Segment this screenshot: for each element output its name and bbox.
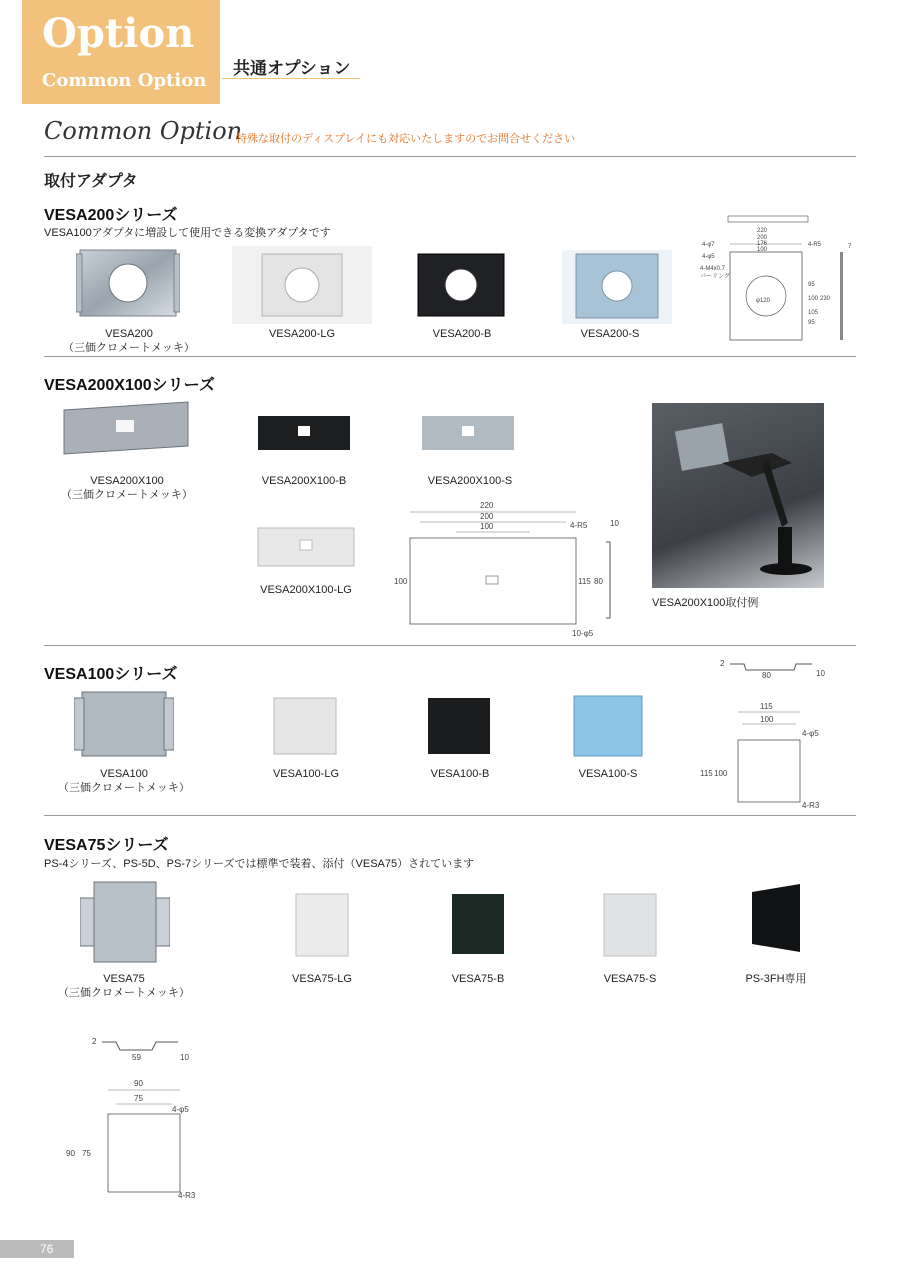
dim: 105: [808, 310, 819, 316]
dim: 220: [480, 501, 494, 510]
item-label: VESA100-LG: [272, 768, 340, 780]
dim: 80: [762, 671, 771, 680]
dim: 95: [808, 282, 815, 288]
dim: 4-φ7: [702, 242, 715, 248]
header-subtitle: Common Option: [42, 70, 207, 91]
dim: 115: [700, 769, 713, 778]
item-label: VESA75-S: [603, 973, 657, 985]
vesa75-lg-photo: [286, 892, 358, 958]
vesa200x100-example: [652, 596, 824, 610]
header-title: Option: [42, 10, 195, 57]
vesa200x100-b-item: [234, 474, 374, 488]
dim: 100: [760, 715, 774, 724]
dim: φ120: [756, 298, 770, 304]
dim: 100: [808, 296, 819, 302]
vesa100-s-photo: [568, 694, 648, 760]
ps3fh-item: [706, 972, 846, 986]
vesa100-b-photo: [422, 696, 496, 756]
item-label: VESA100-S: [578, 768, 638, 780]
vesa200x100-b-photo: [256, 412, 352, 454]
dim: 10: [180, 1053, 189, 1062]
vesa200-title: VESA200シリーズ: [44, 207, 178, 224]
item-label: VESA75-LG: [292, 973, 352, 985]
vesa200x100-lg-photo: [256, 524, 356, 570]
vesa75-side-drawing: [88, 1030, 192, 1064]
item-sub: （三価クロメートメッキ）: [58, 987, 190, 999]
common-option-title: Common Option: [44, 117, 243, 145]
vesa75-b-item: [408, 972, 548, 986]
dim: 80: [594, 577, 603, 586]
dim: 4-M4x0.7: [700, 266, 726, 272]
vesa200-b-photo: [412, 250, 510, 320]
vesa75-item: [54, 972, 194, 1000]
item-label: VESA100: [100, 768, 148, 780]
item-sub: （三価クロメートメッキ）: [63, 342, 195, 354]
dim: 10-φ5: [572, 629, 594, 638]
vesa200-lg-photo: [232, 246, 372, 324]
dim: 4-R3: [802, 801, 820, 810]
dim: 230: [820, 296, 831, 302]
dim: 4-φ5: [172, 1105, 189, 1114]
vesa200-desc: VESA100アダプタに増設して使用できる変換アダプタです: [44, 227, 331, 239]
vesa200x100-s-photo: [420, 412, 516, 454]
header-badge: [22, 0, 220, 104]
dim: 100: [714, 769, 728, 778]
dim: 95: [808, 320, 815, 326]
dim: 176: [757, 241, 768, 247]
vesa100-photo: [74, 690, 174, 758]
dim: 115: [760, 702, 773, 711]
ps3fh-photo: [748, 882, 804, 954]
dim: 59: [132, 1053, 141, 1062]
item-label: VESA75: [103, 973, 145, 985]
dim: 75: [82, 1149, 91, 1158]
vesa200-item: [60, 327, 198, 355]
vesa200-lg-item: [232, 327, 372, 341]
example-caption: VESA200X100取付例: [652, 597, 759, 609]
vesa200-b-item: [392, 327, 532, 341]
item-label: VESA200X100-LG: [260, 584, 352, 596]
item-sub: （三価クロメートメッキ）: [58, 782, 190, 794]
vesa75-drawing: [62, 1074, 202, 1204]
item-sub: （三価クロメートメッキ）: [61, 489, 193, 501]
dim: 100: [394, 577, 408, 586]
divider: [44, 815, 856, 816]
vesa75-lg-item: [252, 972, 392, 986]
vesa200x100-photo: [62, 400, 190, 456]
vesa75-desc: PS-4シリーズ、PS-5D、PS-7シリーズでは標準で装着、添付（VESA75）されています: [44, 858, 475, 870]
dim: 100: [480, 522, 494, 531]
dim: 2: [92, 1037, 97, 1046]
dim: 4-R5: [570, 521, 588, 530]
item-label: VESA200-LG: [268, 328, 336, 340]
dim: 90: [134, 1079, 143, 1088]
dim: 200: [480, 512, 494, 521]
vesa100-title: VESA100シリーズ: [44, 666, 178, 683]
divider: [44, 156, 856, 157]
vesa100-s-item: [538, 767, 678, 781]
page-number-tab: [0, 1240, 74, 1258]
dim: 4-R3: [178, 1191, 196, 1200]
vesa100-drawing: [698, 700, 828, 812]
dim: 100: [757, 247, 768, 253]
vesa75-b-photo: [442, 892, 514, 956]
dim: 115: [578, 577, 591, 586]
dim: 4-R5: [808, 242, 822, 248]
section-heading: 取付アダプタ: [44, 173, 138, 190]
vesa200x100-drawing: [392, 498, 638, 642]
header-underline: [222, 78, 360, 79]
item-label: VESA100-B: [430, 768, 490, 780]
vesa200x100-example-photo: [652, 403, 824, 588]
dim: 200: [757, 235, 768, 241]
dim: 220: [757, 228, 768, 234]
item-label: VESA200X100: [90, 475, 164, 487]
dim: 75: [134, 1094, 143, 1103]
common-option-note: 特殊な取付のディスプレイにも対応いたしますのでお問合せください: [236, 133, 576, 145]
vesa200-s-photo: [562, 250, 672, 324]
item-label: VESA200-S: [580, 328, 640, 340]
dim: 10: [610, 519, 619, 528]
dim: 2: [720, 659, 725, 668]
item-label: PS-3FH専用: [745, 973, 807, 985]
item-label: VESA75-B: [451, 973, 505, 985]
dim: 90: [66, 1149, 75, 1158]
vesa200x100-item: [54, 474, 200, 502]
dim: 4-φ5: [802, 729, 819, 738]
vesa200x100-s-item: [400, 474, 540, 488]
header-jp-subtitle: 共通オプション: [233, 59, 351, 78]
vesa200x100-title: VESA200X100シリーズ: [44, 377, 215, 394]
item-label: VESA200X100-S: [427, 475, 513, 487]
dim: 4-φ5: [702, 254, 715, 260]
vesa100-lg-item: [236, 767, 376, 781]
vesa100-item: [54, 767, 194, 795]
page-number: 76: [40, 1242, 54, 1256]
dim: バーリング: [700, 274, 730, 280]
item-label: VESA200X100-B: [261, 475, 347, 487]
vesa200-photo: [76, 246, 180, 320]
divider: [44, 645, 856, 646]
vesa100-side-drawing: [716, 650, 828, 680]
vesa75-title: VESA75シリーズ: [44, 837, 169, 854]
dim: 10: [816, 669, 825, 678]
vesa200-s-item: [540, 327, 680, 341]
item-label: VESA200-B: [432, 328, 492, 340]
dim: 7: [848, 244, 852, 250]
divider: [44, 356, 856, 357]
vesa100-lg-photo: [268, 696, 342, 756]
vesa75-s-photo: [594, 892, 666, 958]
vesa200-drawing: [700, 212, 860, 346]
vesa200x100-lg-item: [236, 583, 376, 597]
item-label: VESA200: [105, 328, 153, 340]
vesa75-photo: [80, 880, 170, 964]
arm-illustration: [652, 403, 824, 588]
vesa100-b-item: [390, 767, 530, 781]
vesa75-s-item: [560, 972, 700, 986]
